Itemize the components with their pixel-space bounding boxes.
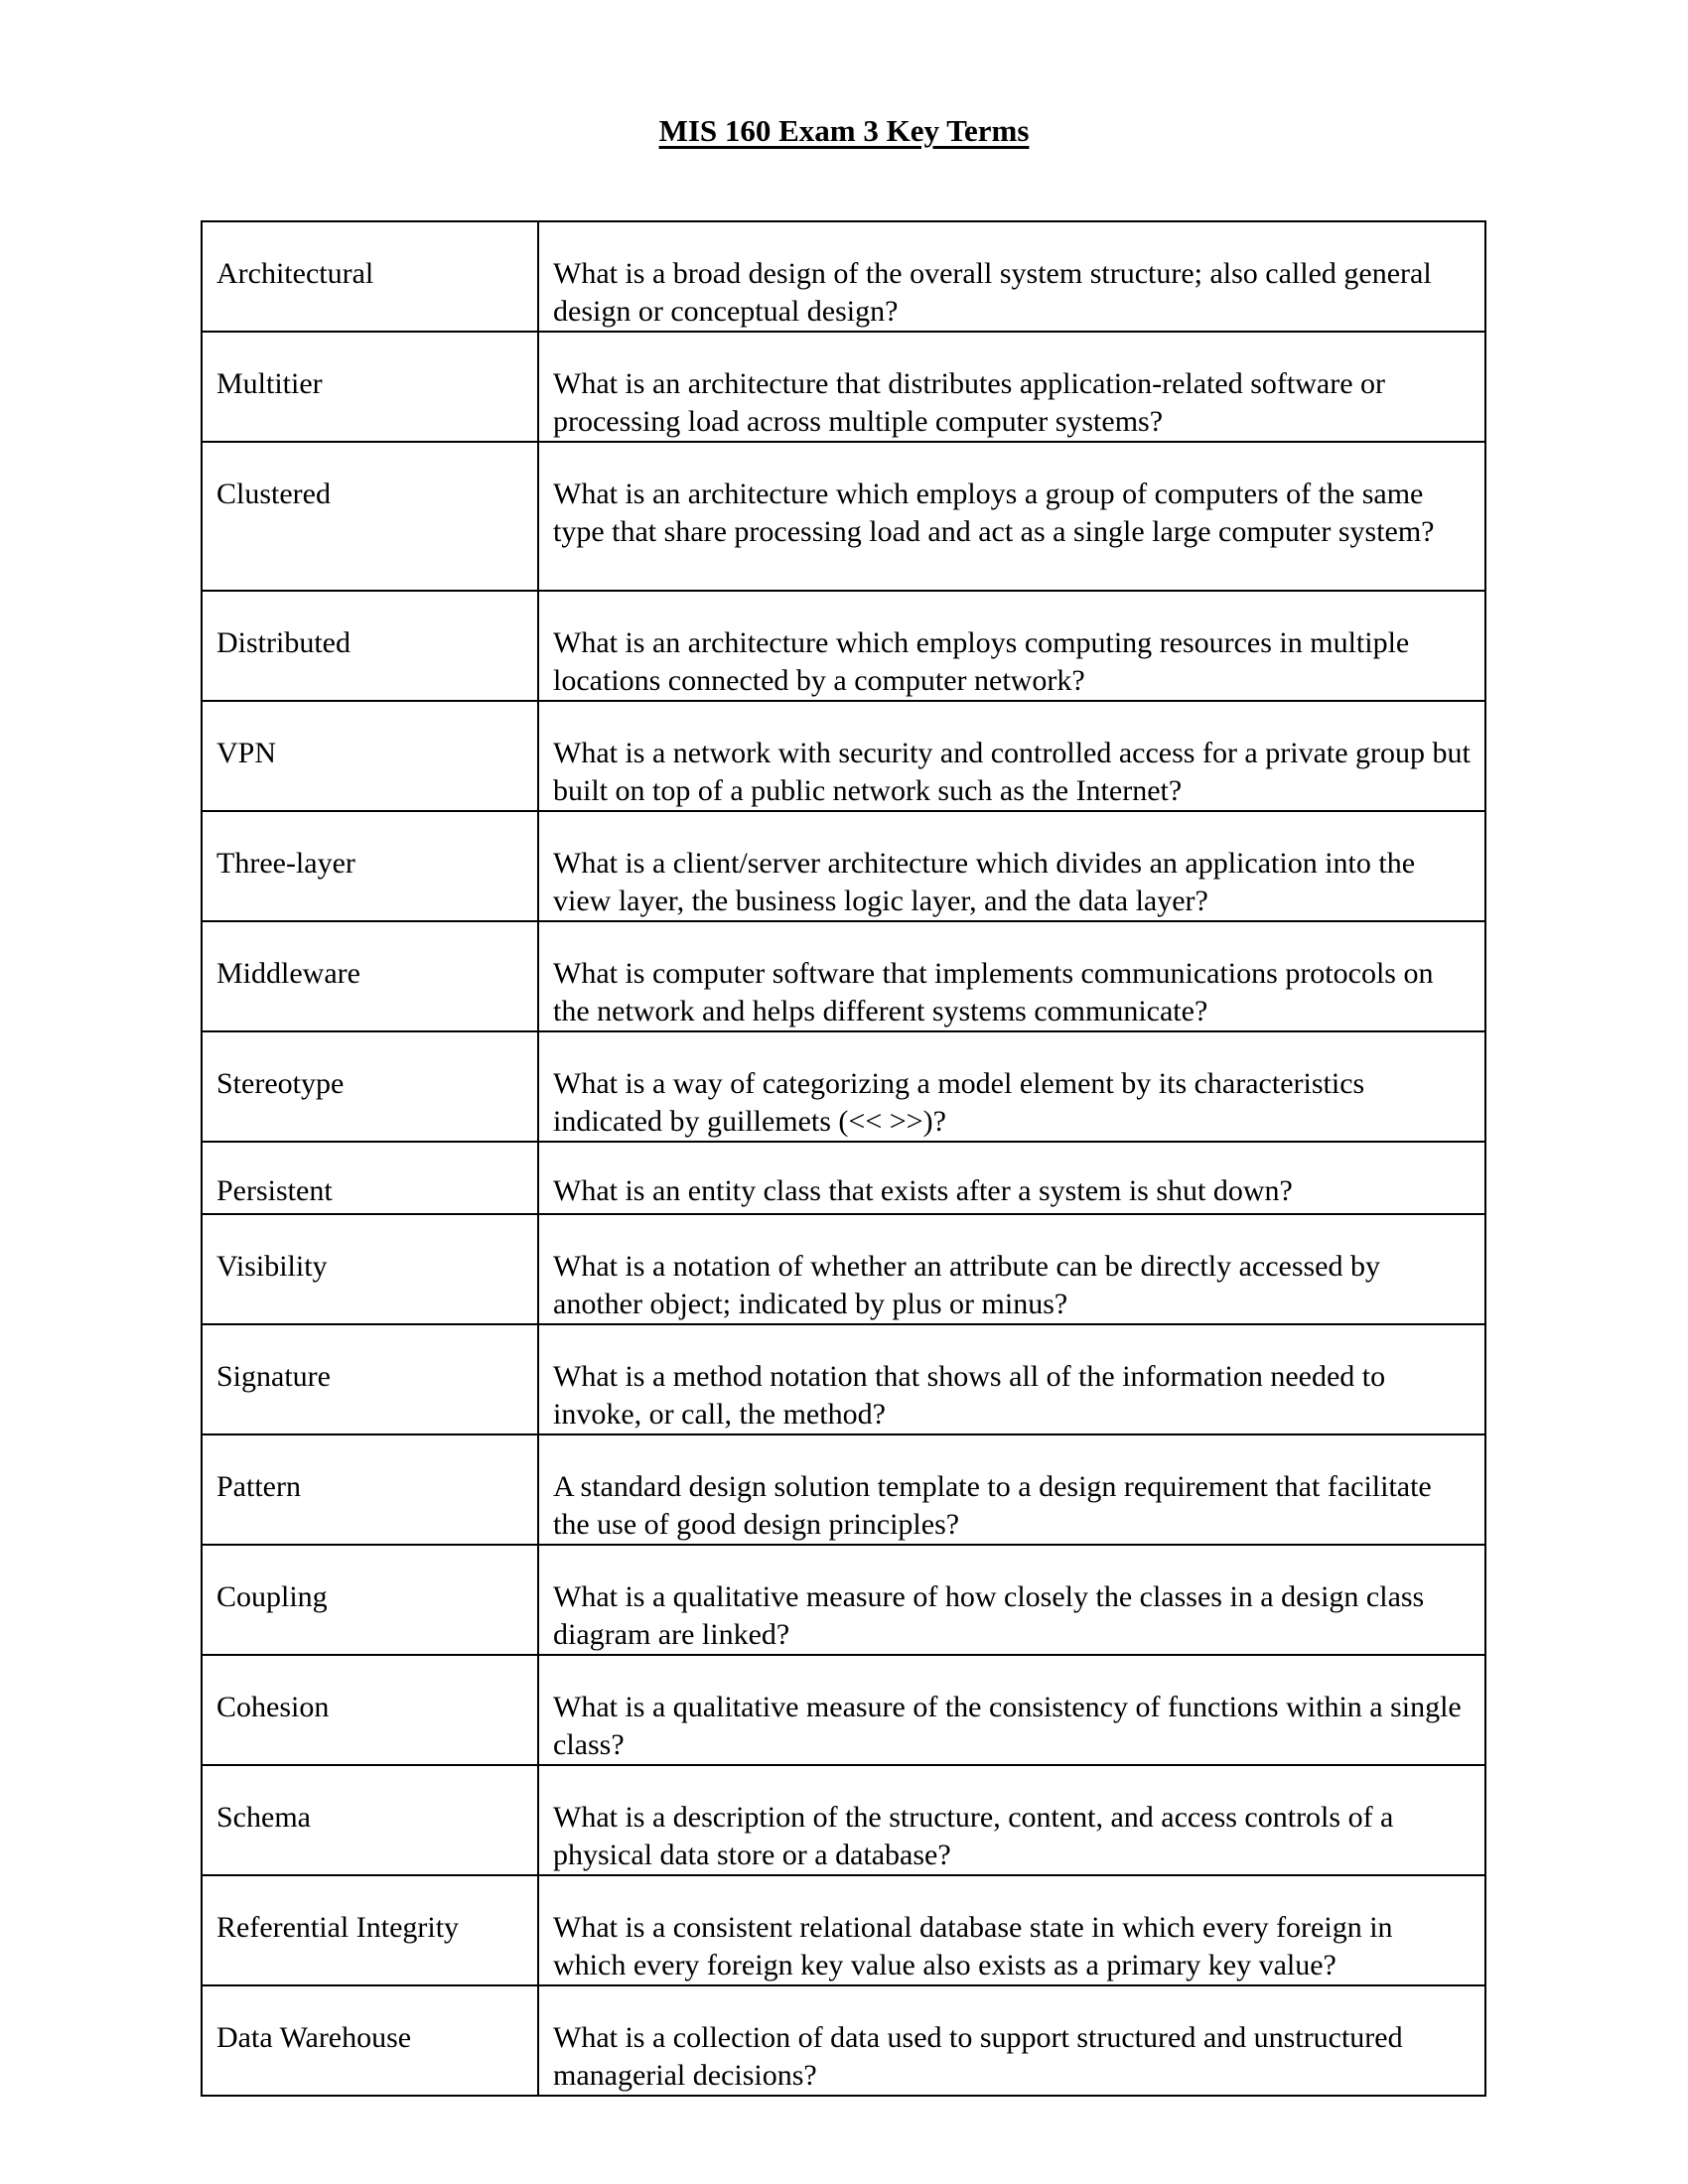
table-row (202, 1142, 1485, 1214)
page-title: MIS 160 Exam 3 Key Terms (658, 113, 1030, 148)
definition-cell: What is a broad design of the overall system structure; also called general design or conceptual design? (538, 221, 1485, 332)
term-cell: Middleware (202, 921, 538, 1031)
term-cell: Architectural (202, 221, 538, 332)
table-row (202, 1031, 1485, 1142)
definition-cell: What is a method notation that shows all of the information needed to invoke, or call, the method? (538, 1324, 1485, 1434)
term-cell: Schema (202, 1765, 538, 1875)
term-cell: Multitier (202, 332, 538, 442)
term-cell: Cohesion (202, 1655, 538, 1765)
term-cell: Distributed (202, 591, 538, 701)
table-row (202, 701, 1485, 811)
table-row (202, 332, 1485, 442)
table-row (202, 591, 1485, 701)
key-terms-table (201, 220, 1486, 2097)
table-row (202, 1434, 1485, 1545)
definition-cell: What is an architecture which employs computing resources in multiple locations connected by a computer network? (538, 591, 1485, 701)
definition-cell: What is a network with security and controlled access for a private group but built on top of a public network such as the Internet? (538, 701, 1485, 811)
definition-cell: What is a collection of data used to support structured and unstructured managerial decisions? (538, 1985, 1485, 2096)
table-row (202, 1875, 1485, 1985)
definition-cell: What is a client/server architecture which divides an application into the view layer, the business logic layer, and the data layer? (538, 811, 1485, 921)
definition-cell: What is a qualitative measure of the consistency of functions within a single class? (538, 1655, 1485, 1765)
table-row (202, 1324, 1485, 1434)
term-cell: Data Warehouse (202, 1985, 538, 2096)
table-row (202, 442, 1485, 591)
definition-cell: What is computer software that implements communications protocols on the network and helps different systems communicate? (538, 921, 1485, 1031)
table-row (202, 921, 1485, 1031)
term-cell: VPN (202, 701, 538, 811)
table-row (202, 1545, 1485, 1655)
definition-cell: What is a description of the structure, content, and access controls of a physical data store or a database? (538, 1765, 1485, 1875)
definition-cell: What is an architecture which employs a group of computers of the same type that share processing load and act as a single large computer system? (538, 442, 1485, 591)
term-cell: Pattern (202, 1434, 538, 1545)
term-cell: Persistent (202, 1142, 538, 1214)
term-cell: Visibility (202, 1214, 538, 1324)
term-cell: Signature (202, 1324, 538, 1434)
table-row (202, 811, 1485, 921)
term-cell: Stereotype (202, 1031, 538, 1142)
definition-cell: What is a qualitative measure of how closely the classes in a design class diagram are linked? (538, 1545, 1485, 1655)
term-cell: Clustered (202, 442, 538, 591)
definition-cell: What is a notation of whether an attribute can be directly accessed by another object; indicated by plus or minus? (538, 1214, 1485, 1324)
table-row (202, 221, 1485, 332)
table-row (202, 1985, 1485, 2096)
definition-cell: What is a consistent relational database state in which every foreign in which every foreign key value also exists as a primary key value? (538, 1875, 1485, 1985)
term-cell: Three-layer (202, 811, 538, 921)
definition-cell: What is a way of categorizing a model element by its characteristics indicated by guillemets (<< >>)? (538, 1031, 1485, 1142)
term-cell: Coupling (202, 1545, 538, 1655)
definition-cell: What is an architecture that distributes application-related software or processing load across multiple computer systems? (538, 332, 1485, 442)
table-row (202, 1214, 1485, 1324)
definition-cell: A standard design solution template to a design requirement that facilitate the use of good design principles? (538, 1434, 1485, 1545)
term-cell: Referential Integrity (202, 1875, 538, 1985)
table-row (202, 1765, 1485, 1875)
table-row (202, 1655, 1485, 1765)
definition-cell: What is an entity class that exists after a system is shut down? (538, 1142, 1485, 1214)
